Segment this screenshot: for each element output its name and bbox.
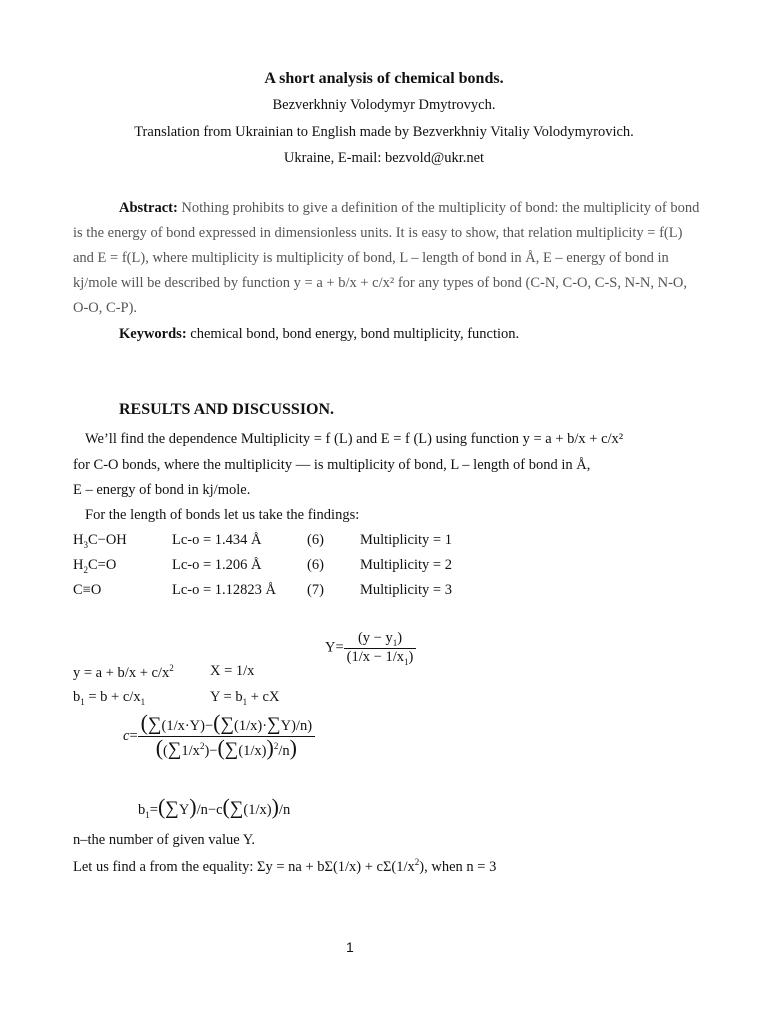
paragraph-4: For the length of bonds let us take the findings:: [85, 507, 360, 523]
bond-formula: $H_2C=O$: [73, 557, 117, 575]
n-definition: n–the number of given value Y.: [73, 832, 256, 848]
keywords-text: chemical bond, bond energy, bond multiplicity, function.: [186, 326, 520, 342]
formula-b1: $b_1=(\sum Y)/n-c(\sum(1/x))/n$: [138, 794, 291, 820]
keywords-line: [119, 326, 519, 343]
equation-2-right: $Y = b_1$ + cX: [210, 689, 280, 707]
equation-1-left: $y = a + b/x + c/x^2$: [73, 663, 174, 681]
bond-ref: (6): [307, 557, 324, 573]
author-line: Bezverkhniy Volodymyr Dmytrovych.: [272, 97, 496, 113]
translation-line: Translation from Ukrainian to English made by Bezverkhniy Vitaliy Volodymyrovich.: [134, 124, 634, 140]
bond-multiplicity: Multiplicity = 1: [360, 532, 452, 548]
bond-formula: C≡O: [73, 582, 102, 598]
section-heading: RESULTS AND DISCUSSION.: [119, 401, 335, 418]
bond-length: Lc-o = 1.206 Å: [172, 557, 262, 573]
paragraph-3: E – energy of bond in kj/mole.: [73, 482, 251, 498]
formula-c: c= $\frac{(\sum(1/x\cdot Y)-(\sum(1/x)\cdot\sum Y)/n)}{((\sum 1/x^2)-(\sum(1/x))^2/n)}$: [123, 712, 315, 761]
contact-text: Ukraine, E-mail: bezvold@ukr.net: [283, 150, 485, 166]
find-a-line: Let us find a from the equality: Σy = na + $b\Sigma(1/x) + c\Sigma(1/x^2)$, when n = 3: [73, 857, 497, 875]
paragraph-1: We’ll find the dependence Multiplicity = f (L) and E = f (L) using function y = a + b/x + c/x²: [85, 431, 624, 447]
bond-formula: $H_3C-OH$: [73, 532, 127, 550]
bond-length: Lc-o = 1.434 Å: [172, 532, 262, 548]
abstract-text: Nothing prohibits to give a definition of the multiplicity of bond: the multiplicity of bond is the energy of bond expressed in dimensionless units. It is easy to show, that relation multiplicity = f(L) and E = f(L), where multiplicity is multiplicity of bond, L – length of bond in Å, E – energy of bond in kj/mole will be described by function y = a + b/x + c/x² for any types of bond (C-N, C-O, C-S, N-N, N-O, O-O, C-P).: [73, 200, 700, 316]
contact-line: [0, 150, 768, 167]
equation-1-right: X = 1/x: [210, 663, 255, 679]
paper-title: A short analysis of chemical bonds.: [264, 70, 504, 87]
abstract-label: Abstract:: [119, 200, 178, 216]
page-number: 1: [346, 939, 354, 955]
keywords-label: Keywords:: [119, 326, 187, 342]
formula-Y: Y= $\frac{(y - y_1)}{(1/x - 1/x_1)}$: [325, 630, 416, 667]
bond-ref: (7): [307, 582, 324, 598]
bond-ref: (6): [307, 532, 324, 548]
bond-length: Lc-o = 1.12823 Å: [172, 582, 277, 598]
bond-multiplicity: Multiplicity = 3: [360, 582, 452, 598]
paragraph-2: for C-O bonds, where the multiplicity — is multiplicity of bond, L – length of bond in Å,: [73, 457, 591, 473]
bond-multiplicity: Multiplicity = 2: [360, 557, 452, 573]
equation-2-left: $b_1 = b + c/x_1$: [73, 689, 146, 707]
abstract-block: [73, 196, 703, 321]
